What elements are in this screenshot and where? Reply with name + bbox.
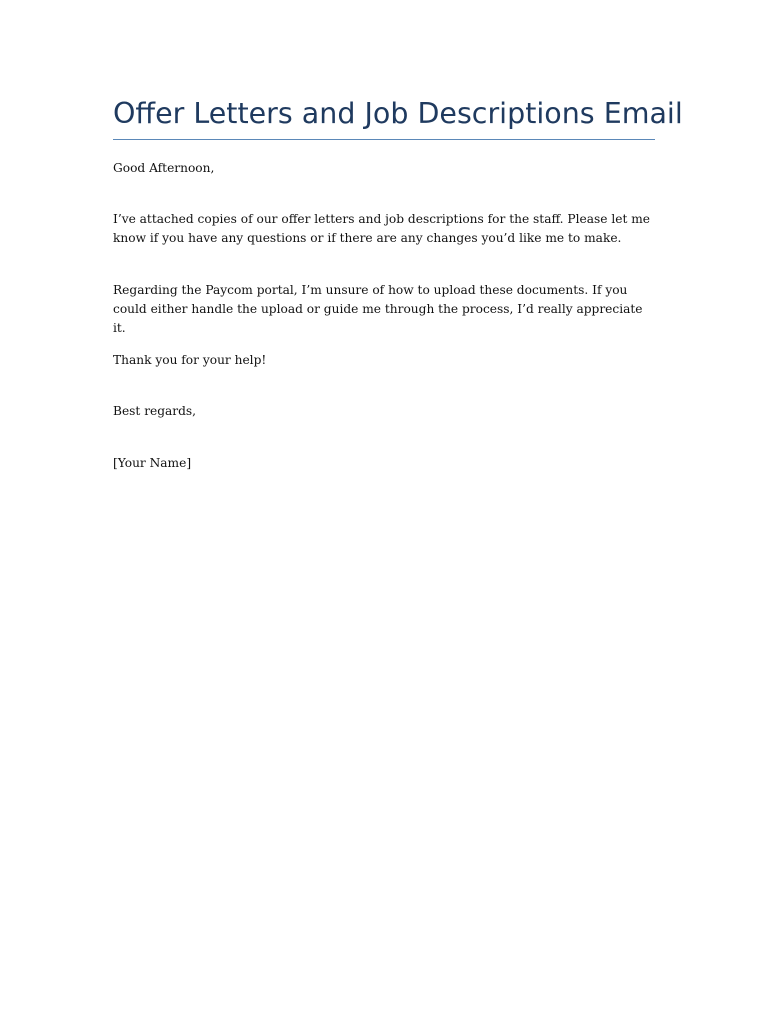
document-title: Offer Letters and Job Descriptions Email (113, 97, 683, 130)
thanks-line: Thank you for your help! (113, 353, 267, 367)
closing-line: Best regards, (113, 404, 197, 418)
body-paragraph-paycom: Regarding the Paycom portal, I’m unsure of how to upload these documents. If you could either handle the upload or guide me through the process, I’d really appreciate it. (113, 283, 643, 335)
greeting-line: Good Afternoon, (113, 161, 215, 175)
signature-placeholder: [Your Name] (113, 456, 192, 470)
title-underline (113, 139, 655, 140)
body-paragraph-attachments: I’ve attached copies of our offer letters and job descriptions for the staff. Please let me know if you have any questions or if there are any changes you’d like me to make. (113, 212, 650, 245)
